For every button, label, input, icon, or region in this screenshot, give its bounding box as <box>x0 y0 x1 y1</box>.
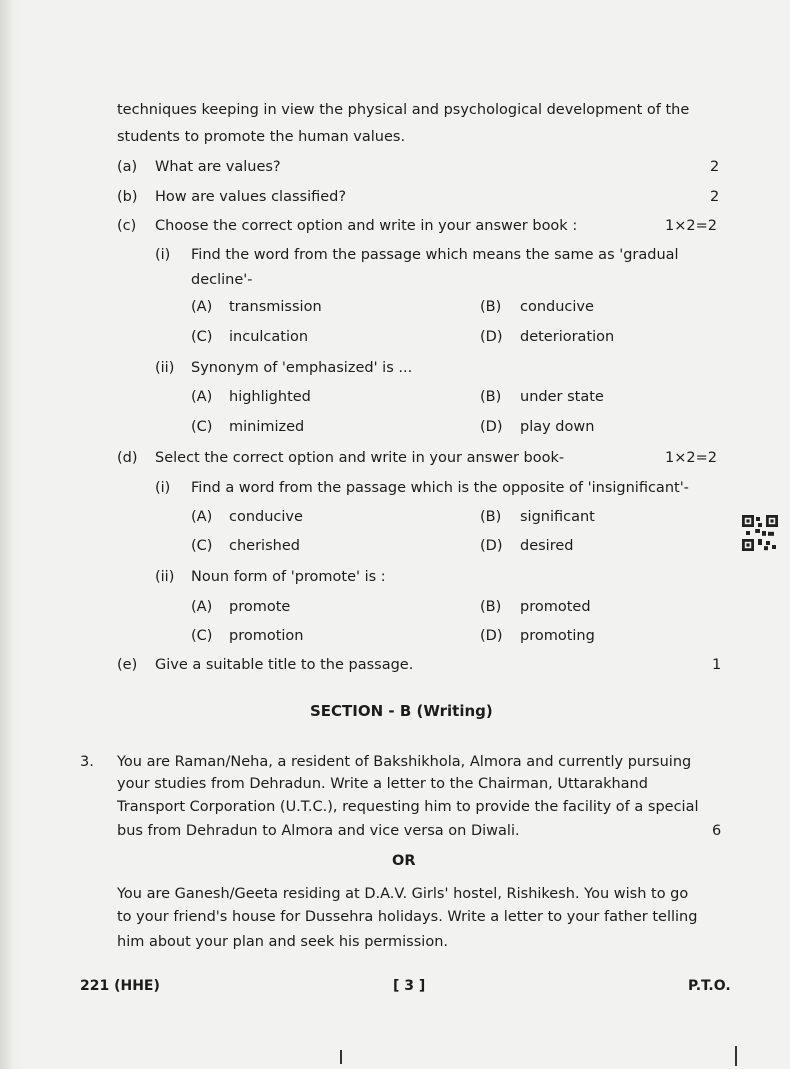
intro-line-2: students to promote the human values. <box>117 129 406 145</box>
option-key: (D) <box>480 329 503 345</box>
or-divider: OR <box>392 853 416 869</box>
q-c-marks: 1×2=2 <box>665 218 717 234</box>
q-a-marks: 2 <box>710 159 720 175</box>
q-a-text: What are values? <box>155 159 281 175</box>
q-c-ii-text: Synonym of 'emphasized' is ... <box>191 360 413 376</box>
pto-label: P.T.O. <box>688 978 731 994</box>
option-value: under state <box>520 389 604 405</box>
option-value: desired <box>520 538 574 554</box>
q-c-ii-label: (ii) <box>155 360 175 376</box>
option-key: (B) <box>480 299 502 315</box>
option-key: (A) <box>191 509 213 525</box>
option-value: play down <box>520 419 595 435</box>
q-e-label: (e) <box>117 657 138 673</box>
option-value: transmission <box>229 299 322 315</box>
q-b-text: How are values classified? <box>155 189 347 205</box>
q3-alt-line-1: You are Ganesh/Geeta residing at D.A.V. Girls' hostel, Rishikesh. You wish to go <box>117 886 689 902</box>
q-c-i-label: (i) <box>155 247 171 263</box>
q-c-label: (c) <box>117 218 137 234</box>
q-d-text: Select the correct option and write in your answer book- <box>155 450 565 466</box>
option-value: deterioration <box>520 329 615 345</box>
q-a-label: (a) <box>117 159 138 175</box>
q-d-ii-text: Noun form of 'promote' is : <box>191 569 386 585</box>
option-value: minimized <box>229 419 305 435</box>
q3-alt-line-2: to your friend's house for Dussehra holidays. Write a letter to your father telling <box>117 909 698 925</box>
section-b-heading: SECTION - B (Writing) <box>310 702 493 720</box>
q-c-i-line-2: decline'- <box>191 272 253 288</box>
q3-number: 3. <box>80 754 94 770</box>
option-key: (B) <box>480 509 502 525</box>
q-b-label: (b) <box>117 189 138 205</box>
q3-line-2: your studies from Dehradun. Write a letter to the Chairman, Uttarakhand <box>117 776 648 792</box>
option-key: (D) <box>480 419 503 435</box>
option-key: (B) <box>480 599 502 615</box>
q3-line-3: Transport Corporation (U.T.C.), requesting him to provide the facility of a special <box>117 799 699 815</box>
q-c-text: Choose the correct option and write in your answer book : <box>155 218 578 234</box>
option-value: conducive <box>520 299 594 315</box>
q-e-marks: 1 <box>712 657 722 673</box>
option-key: (C) <box>191 628 213 644</box>
q3-line-1: You are Raman/Neha, a resident of Bakshikhola, Almora and currently pursuing <box>117 754 692 770</box>
scan-edge <box>0 0 22 1069</box>
paper-code: 221 (HHE) <box>80 978 160 994</box>
option-key: (C) <box>191 419 213 435</box>
option-key: (B) <box>480 389 502 405</box>
qr-code-icon <box>742 515 778 551</box>
option-value: significant <box>520 509 595 525</box>
option-value: conducive <box>229 509 303 525</box>
option-value: promotion <box>229 628 304 644</box>
intro-line-1: techniques keeping in view the physical and psychological development of the <box>117 102 690 118</box>
option-value: promote <box>229 599 291 615</box>
q-d-i-label: (i) <box>155 480 171 496</box>
option-value: promoting <box>520 628 595 644</box>
page-number: [ 3 ] <box>393 978 426 994</box>
option-key: (D) <box>480 538 503 554</box>
q-d-marks: 1×2=2 <box>665 450 717 466</box>
q-e-text: Give a suitable title to the passage. <box>155 657 414 673</box>
q3-alt-line-3: him about your plan and seek his permission. <box>117 934 448 950</box>
option-value: cherished <box>229 538 300 554</box>
scan-mark <box>340 1050 342 1064</box>
option-key: (A) <box>191 389 213 405</box>
option-value: inculcation <box>229 329 309 345</box>
option-key: (A) <box>191 599 213 615</box>
q3-line-4: bus from Dehradun to Almora and vice versa on Diwali. <box>117 823 520 839</box>
q-d-ii-label: (ii) <box>155 569 175 585</box>
option-key: (C) <box>191 538 213 554</box>
q3-marks: 6 <box>712 823 722 839</box>
q-d-label: (d) <box>117 450 138 466</box>
option-key: (D) <box>480 628 503 644</box>
q-b-marks: 2 <box>710 189 720 205</box>
option-value: highlighted <box>229 389 311 405</box>
option-key: (A) <box>191 299 213 315</box>
q-d-i-text: Find a word from the passage which is the opposite of 'insignificant'- <box>191 480 689 496</box>
option-value: promoted <box>520 599 591 615</box>
q-c-i-line-1: Find the word from the passage which means the same as 'gradual <box>191 247 679 263</box>
scan-mark <box>735 1046 737 1066</box>
option-key: (C) <box>191 329 213 345</box>
